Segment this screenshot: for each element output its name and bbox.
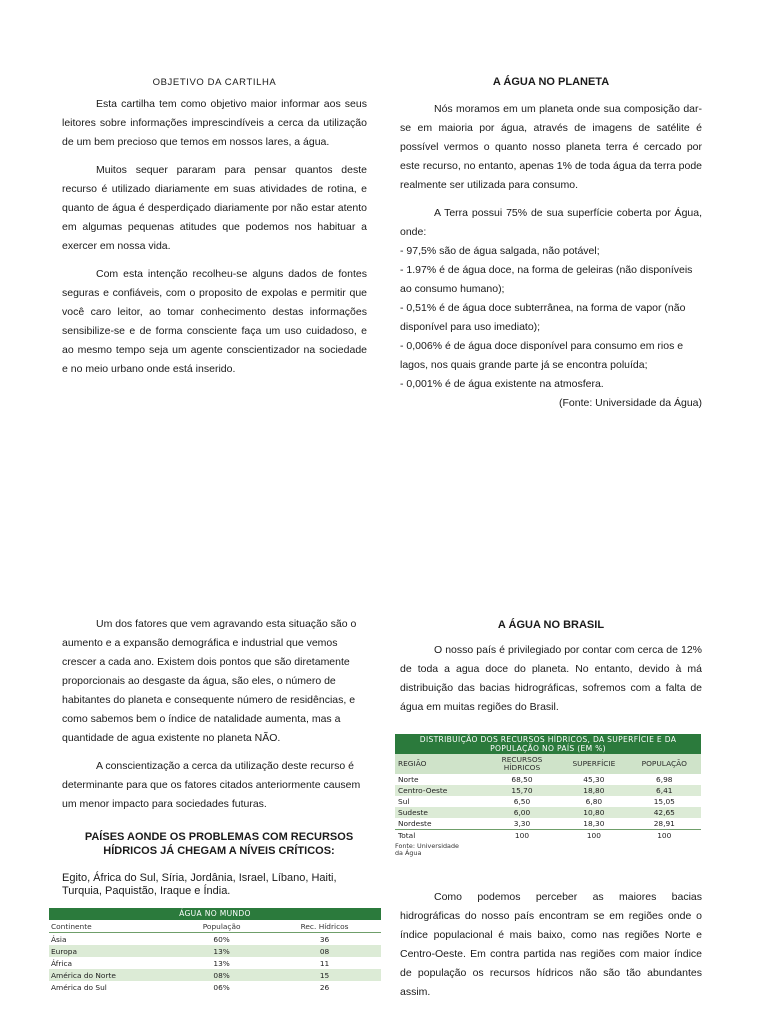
table-row xyxy=(395,774,701,785)
list-item: - 0,006% é de água doce disponível para consumo em rios e lagos, nos quais grande parte já se encontra poluída; xyxy=(400,340,684,371)
objetivo-paragraph-3: Com esta intenção recolheu-se alguns dados de fontes seguras e confiáveis, com o proposito de expolas e permitir que você caro leitor, ao tomar conhecimento destas informações sensibilize-se e de forma consciente faça um uso cuidadoso, e ao mesmo tempo seja um agente conscientizador na sociedade e no meio urbano onde está inserido. xyxy=(62,268,367,375)
table-cell: Sudeste xyxy=(395,807,484,818)
brasil-table-caption xyxy=(395,734,701,754)
table-row xyxy=(49,981,381,993)
planeta-section xyxy=(400,76,702,413)
brasil-title: A ÁGUA NO BRASIL xyxy=(497,619,605,631)
brasil-source-line-2: da Água xyxy=(395,849,422,857)
paises-title-line-2: HÍDRICOS JÁ CHEGAM A NÍVEIS CRÍTICOS: xyxy=(103,845,335,857)
table-cell: 68,50 xyxy=(511,775,533,784)
objetivo-paragraph-2: Muitos sequer pararam para pensar quantos deste recurso é utilizado diariamente em suas atividades de rotina, e quanto de água é desperdiçado diariamente por não estar atento em algumas pequenas atitudes que podemos nos habituar a exercer em nossa vida. xyxy=(62,164,367,252)
planeta-title: A ÁGUA NO PLANETA xyxy=(492,76,610,88)
table-cell: 3,30 xyxy=(513,819,531,828)
table-header: REGIÃO xyxy=(395,754,484,774)
table-cell: 6,50 xyxy=(513,797,531,806)
table-cell: Total xyxy=(395,830,484,842)
paises-title-line-1: PAÍSES AONDE OS PROBLEMAS COM RECURSOS xyxy=(84,831,354,843)
table-cell: 06% xyxy=(213,982,230,992)
table-cell: 08% xyxy=(175,969,268,981)
table-cell: 100 xyxy=(628,830,701,842)
table-cell: 45,30 xyxy=(583,775,605,784)
table-cell: 18,80 xyxy=(560,785,627,796)
table-cell: Nordeste xyxy=(398,819,432,828)
table-cell: 6,00 xyxy=(484,807,561,818)
fatores-paragraph-1: Um dos fatores que vem agravando esta situação são o aumento e a expansão demográfica e industrial que vemos crescer a cada ano. Existem dois pontos que são diretamente proporcionais ao desgaste da água, são eles, o número de habitantes do planeta e consequente número de residências, e como sabemos bem o índice de natalidade aumenta, mas a quantidade de agua existente no planeta NÃO. xyxy=(62,618,357,744)
list-item: - 0,001% é de água existente na atmosfera. xyxy=(400,378,604,390)
planeta-paragraph-1: Nós moramos em um planeta onde sua composição dar-se em maioria por água, através de imagens de satélite é possível vermos o quanto nosso planeta terra é cercado por este recurso, no entanto, apenas 1% de toda água da terra pode realmente ser utilizada para consumo. xyxy=(400,103,702,191)
table-cell: África xyxy=(51,958,73,968)
table-header: RECURSOS HÍDRICOS xyxy=(484,754,561,774)
table-cell: 6,98 xyxy=(656,775,673,784)
brasil-source-line-1: Fonte: Universidade xyxy=(395,842,459,850)
table-header: População xyxy=(175,920,268,933)
table-row xyxy=(395,830,701,842)
fatores-paragraph-2: A conscientização a cerca da utilização deste recurso é determinante para que os fatores citados anteriormente causem um menor impacto para sociedades futuras. xyxy=(62,760,361,810)
brasil-conclusion-section xyxy=(400,888,702,1002)
table-cell: Centro-Oeste xyxy=(395,785,484,796)
table-cell: Sul xyxy=(398,797,410,806)
brasil-paragraph-1: O nosso país é privilegiado por contar com cerca de 12% de toda a agua doce do planeta. No entanto, devido à má distribuição das bacias hidrográficas, sofremos com a falta de água em muitas regiões do Brasil. xyxy=(400,644,702,713)
table-row xyxy=(395,807,701,818)
planeta-source: (Fonte: Universidade da Água) xyxy=(559,397,702,409)
table-cell: 13% xyxy=(213,958,230,968)
table-cell: América do Sul xyxy=(51,982,107,992)
table-row xyxy=(395,796,701,807)
table-cell: 100 xyxy=(560,830,627,842)
brasil-paragraph-2: Como podemos perceber as maiores bacias hidrográficas do nosso país encontram se em regiões onde o índice populacional é mais baixo, como nas regiões Norte e Centro-Oeste. Em contra partida nas regiões com maior índice de população os recursos hídricos não são tão abundantes assim. xyxy=(400,891,702,998)
table-cell: 36 xyxy=(319,934,330,944)
table-row xyxy=(49,969,381,981)
table-cell: 6,80 xyxy=(585,797,603,806)
table-row xyxy=(395,785,701,796)
brasil-table-source xyxy=(395,841,701,857)
objetivo-title: OBJETIVO DA CARTILHA xyxy=(152,77,277,88)
table-cell: 15,05 xyxy=(653,797,675,806)
table-row xyxy=(49,945,381,957)
table-cell: Ásia xyxy=(51,934,67,944)
table-cell: 100 xyxy=(484,830,561,842)
paises-countries: Egito, África do Sul, Síria, Jordânia, Israel, Líbano, Haiti, Turquia, Paquistão, Iraque e Índia. xyxy=(62,872,337,897)
table-cell: 60% xyxy=(213,934,230,944)
table-cell: 18,30 xyxy=(583,819,605,828)
planeta-list xyxy=(400,242,702,394)
brasil-table xyxy=(395,734,701,857)
objetivo-section xyxy=(62,77,367,379)
table-cell: 13% xyxy=(175,945,268,957)
table-cell: Europa xyxy=(49,945,175,957)
table-cell: 08 xyxy=(268,945,381,957)
table-cell: 6,41 xyxy=(628,785,701,796)
brasil-caption-line-2: POPULAÇÃO NO PAÍS (EM %) xyxy=(490,744,606,753)
objetivo-paragraph-1: Esta cartilha tem como objetivo maior informar aos seus leitores sobre informações imprescindíveis a cerca da utilização de um bem precioso que temos em nossos lares, a água. xyxy=(62,98,367,148)
list-item: - 1.97% é de água doce, na forma de geleiras (não disponíveis ao consumo humano); xyxy=(400,264,693,295)
brasil-section xyxy=(400,619,702,717)
table-header: SUPERFÍCIE xyxy=(560,754,627,774)
table-cell: 15,70 xyxy=(484,785,561,796)
table-header: POPULAÇÃO xyxy=(628,754,701,774)
table-cell: 26 xyxy=(319,982,330,992)
table-row xyxy=(395,818,701,830)
table-header: Continente xyxy=(49,920,175,933)
planeta-paragraph-2: A Terra possui 75% de sua superfície coberta por Água, onde: xyxy=(400,207,702,238)
brasil-caption-line-1: DISTRIBUIÇÃO DOS RECURSOS HÍDRICOS, DA SUPERFÍCIE E DA xyxy=(419,735,677,744)
table-cell: 11 xyxy=(319,958,330,968)
table-cell: 10,80 xyxy=(560,807,627,818)
table-header: Rec. Hídricos xyxy=(268,920,381,933)
table-cell: 28,91 xyxy=(653,819,675,828)
agua-mundo-caption: ÁGUA NO MUNDO xyxy=(49,908,381,920)
table-row xyxy=(49,957,381,969)
fatores-section xyxy=(62,615,368,814)
table-cell: América do Norte xyxy=(49,969,175,981)
agua-mundo-table xyxy=(49,908,381,993)
table-row xyxy=(49,933,381,946)
list-item: - 0,51% é de água doce subterrânea, na forma de vapor (não disponível para uso imediato); xyxy=(400,302,686,333)
table-cell: 15 xyxy=(268,969,381,981)
list-item: - 97,5% são de água salgada, não potável; xyxy=(400,245,600,257)
table-cell: Norte xyxy=(398,775,419,784)
table-cell: 42,65 xyxy=(628,807,701,818)
paises-section xyxy=(62,830,376,898)
